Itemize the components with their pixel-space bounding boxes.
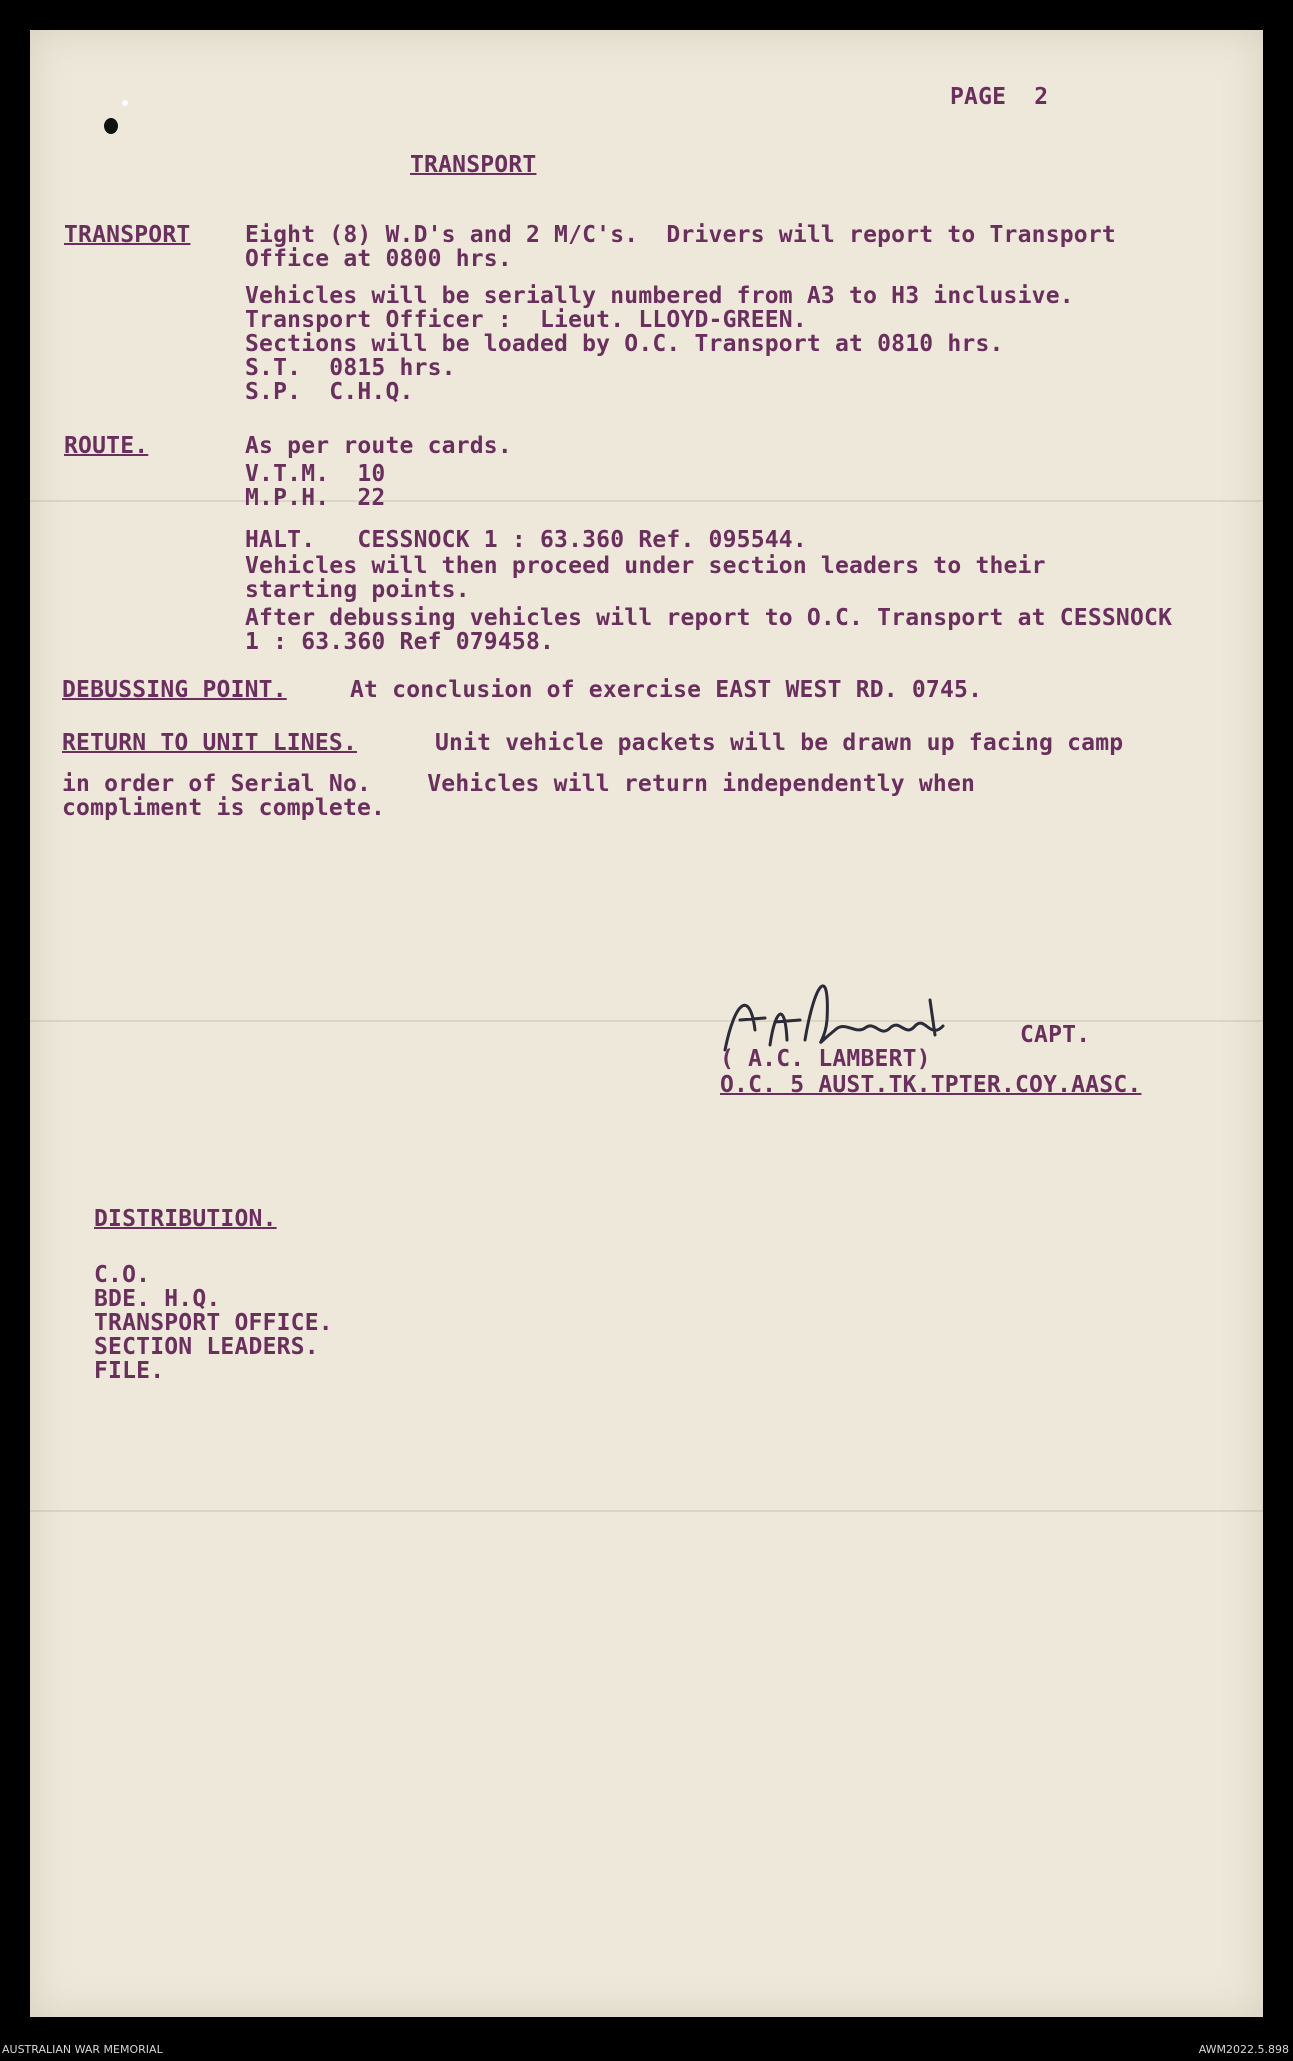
route-line: HALT. CESSNOCK 1 : 63.360 Ref. 095544.	[245, 527, 807, 553]
transport-heading: TRANSPORT	[64, 222, 191, 248]
route-line: As per route cards.	[245, 433, 512, 459]
signature-name: ( A.C. LAMBERT)	[720, 1046, 931, 1072]
document-title: TRANSPORT	[410, 152, 537, 178]
footer-accession-number: AWM2022.5.898	[1198, 2043, 1289, 2056]
signature-rank: CAPT.	[1020, 1022, 1091, 1048]
transport-line: Eight (8) W.D's and 2 M/C's. Drivers will report to Transport	[245, 222, 1116, 248]
transport-line: Sections will be loaded by O.C. Transport at 0810 hrs.	[245, 331, 1004, 357]
signature-unit: O.C. 5 AUST.TK.TPTER.COY.AASC.	[720, 1072, 1142, 1098]
distribution-item: C.O.	[94, 1262, 151, 1288]
return-line: compliment is complete.	[62, 795, 386, 821]
return-heading: RETURN TO UNIT LINES.	[62, 730, 357, 756]
paper-fold-line	[30, 1510, 1263, 1512]
page-label: PAGE 2	[950, 84, 1049, 110]
return-line: in order of Serial No. Vehicles will return independently when	[62, 771, 976, 797]
punch-mark	[122, 100, 128, 106]
transport-line: Vehicles will be serially numbered from A3 to H3 inclusive.	[245, 283, 1074, 309]
route-line: After debussing vehicles will report to O.C. Transport at CESSNOCK	[245, 605, 1173, 631]
transport-line: Office at 0800 hrs.	[245, 246, 512, 272]
distribution-item: BDE. H.Q.	[94, 1286, 221, 1312]
route-line: V.T.M. 10	[245, 461, 386, 487]
paper-fold-line	[30, 500, 1263, 502]
punch-hole	[104, 118, 118, 134]
transport-line: Transport Officer : Lieut. LLOYD-GREEN.	[245, 307, 807, 333]
debussing-heading: DEBUSSING POINT.	[62, 677, 287, 703]
transport-line: S.T. 0815 hrs.	[245, 355, 456, 381]
distribution-item: TRANSPORT OFFICE.	[94, 1310, 333, 1336]
distribution-heading: DISTRIBUTION.	[94, 1206, 277, 1232]
distribution-item: FILE.	[94, 1358, 165, 1384]
footer-institution: AUSTRALIAN WAR MEMORIAL	[2, 2043, 163, 2056]
route-line: M.P.H. 22	[245, 485, 386, 511]
route-line: Vehicles will then proceed under section leaders to their	[245, 553, 1046, 579]
transport-line: S.P. C.H.Q.	[245, 379, 414, 405]
route-line: 1 : 63.360 Ref 079458.	[245, 629, 555, 655]
distribution-item: SECTION LEADERS.	[94, 1334, 319, 1360]
route-heading: ROUTE.	[64, 433, 149, 459]
route-line: starting points.	[245, 577, 470, 603]
debussing-text: At conclusion of exercise EAST WEST RD. 0745.	[350, 677, 983, 703]
return-text: Unit vehicle packets will be drawn up facing camp	[435, 730, 1124, 756]
